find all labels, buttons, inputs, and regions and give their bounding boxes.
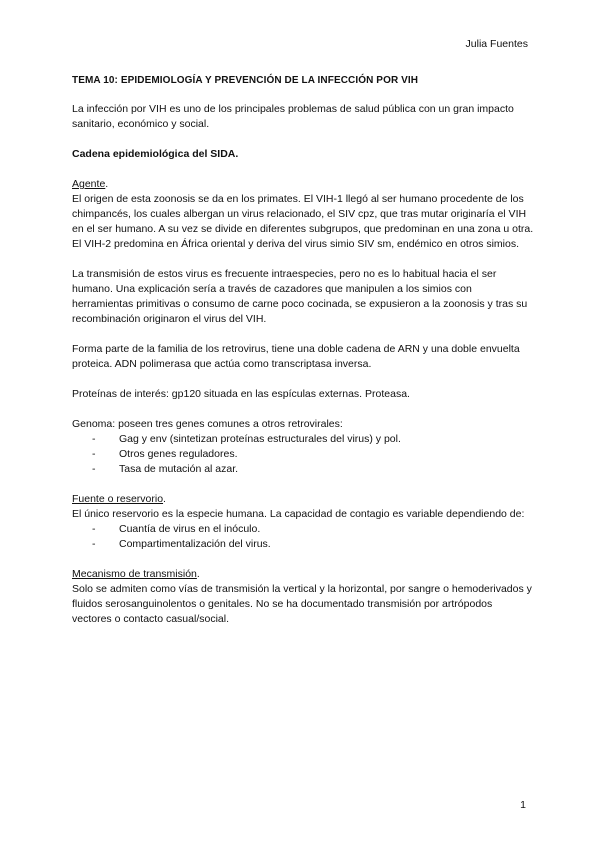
genoma-list (72, 432, 534, 477)
mecanismo-heading: Mecanismo de transmisión (72, 568, 197, 580)
genoma-intro: Genoma: poseen tres genes comunes a otros retrovirales: (72, 418, 343, 430)
agente-paragraph-3: Forma parte de la familia de los retrovirus, tiene una doble cadena de ARN y una doble envuelta proteica. ADN polimerasa que actúa como transcriptasa inversa. (72, 343, 520, 370)
fuente-heading: Fuente o reservorio (72, 493, 164, 505)
document-body (72, 73, 534, 627)
page-number: 1 (520, 799, 526, 811)
intro-paragraph: La infección por VIH es uno de los principales problemas de salud pública con un gran impacto sanitario, económico y social. (72, 103, 514, 130)
agente-paragraph-1: El origen de esta zoonosis se da en los primates. El VIH-1 llegó al ser humano procedente de los chimpancés, los cuales albergan un virus relacionado, el SIV cpz, que tras mutar originaría el VIH en el ser humano. A su vez se divide en diferentes subgrupos, que predominan en una zona u otra. El VIH-2 predomina en África oriental y deriva del virus simio SIV sm, endémico en otros simios. (72, 193, 534, 250)
list-item: - Cuantía de virus en el inóculo. (72, 522, 534, 537)
agente-heading-line: Agente. (72, 178, 109, 190)
list-item: - Otros genes reguladores. (72, 447, 534, 462)
fuente-list (72, 522, 534, 552)
mecanismo-paragraph: Solo se admiten como vías de transmisión la vertical y la horizontal, por sangre o hemoderivados y fluidos serosanguinolentos o genitales. No se ha documentado transmisión por artrópodos vectores o contacto casual/social. (72, 583, 532, 625)
document-title: TEMA 10: EPIDEMIOLOGÍA Y PREVENCIÓN DE LA INFECCIÓN POR VIH (72, 75, 419, 86)
agente-paragraph-4: Proteínas de interés: gp120 situada en las espículas externas. Proteasa. (72, 388, 410, 400)
header-author: Julia Fuentes (465, 38, 528, 50)
list-item: - Compartimentalización del virus. (72, 537, 534, 552)
section-heading: Cadena epidemiológica del SIDA. (72, 148, 239, 160)
mecanismo-heading-line: Mecanismo de transmisión. (72, 568, 200, 580)
fuente-heading-line: Fuente o reservorio. (72, 493, 166, 505)
agente-heading: Agente (72, 178, 106, 190)
list-item: - Gag y env (sintetizan proteínas estructurales del virus) y pol. (72, 432, 534, 447)
agente-paragraph-2: La transmisión de estos virus es frecuente intraespecies, pero no es lo habitual hacia el ser humano. Una explicación sería a través de cazadores que manipulen a los simios con herramientas primitivas o consumo de carne poco cocinada, se expusieron a la zoonosis y tras su recombinación originaron el virus del VIH. (72, 268, 528, 325)
list-item: - Tasa de mutación al azar. (72, 462, 534, 477)
fuente-paragraph: El único reservorio es la especie humana. La capacidad de contagio es variable dependiendo de: (72, 508, 525, 520)
